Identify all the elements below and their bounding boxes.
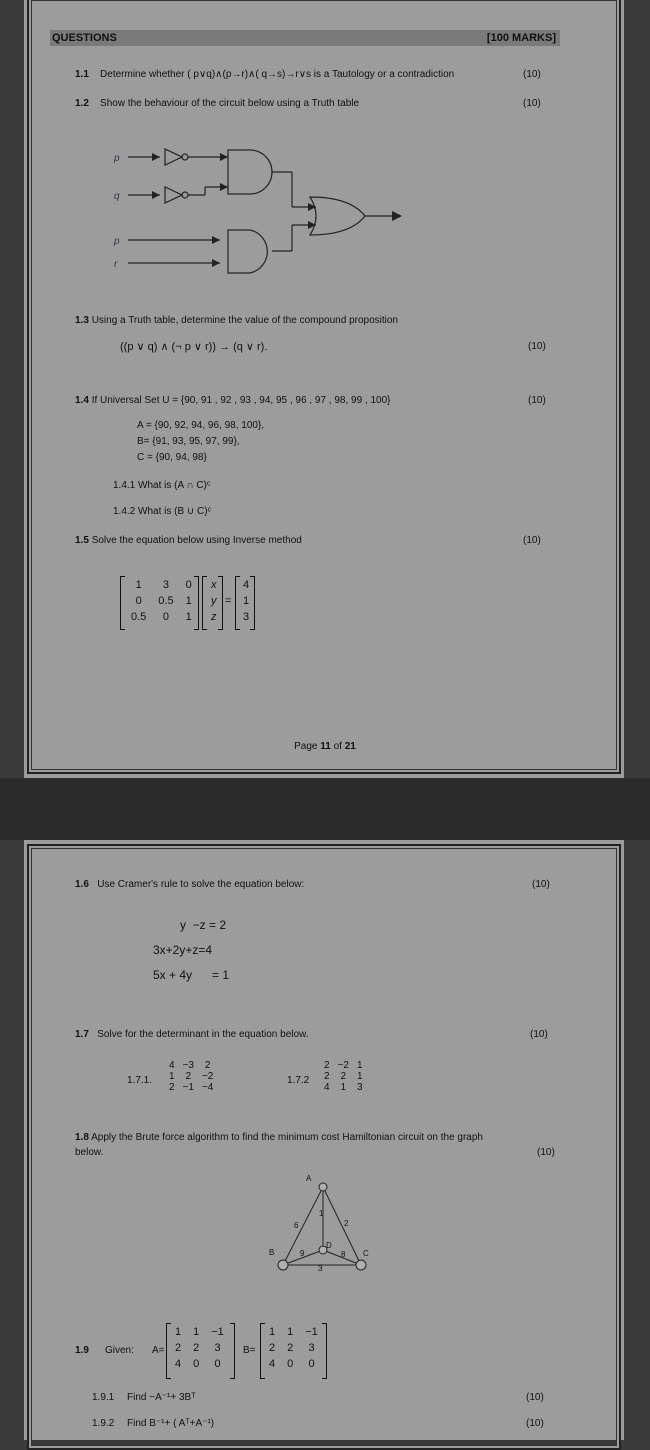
header-title: QUESTIONS <box>52 32 117 44</box>
matrix-cell: 1 <box>269 1326 276 1338</box>
question-1-4-1: 1.4.1 What is (A ∩ C)ᶜ <box>113 480 211 491</box>
header-marks: [100 MARKS] <box>486 32 556 44</box>
question-1-7-marks: (10) <box>530 1029 548 1040</box>
det-cell: 2 <box>204 1060 211 1071</box>
compound-proposition: ((p ∨ q) ∧ (¬ p ∨ r)) → (q ∨ r). <box>120 341 268 353</box>
edge-weight-cd: 8 <box>341 1250 346 1259</box>
question-1-6 <box>75 879 304 890</box>
edge-weight-ab: 6 <box>294 1221 299 1230</box>
matrix-cell: 3 <box>162 579 169 591</box>
vector-cell: 1 <box>243 595 250 607</box>
edge-weight-bc: 3 <box>318 1264 323 1273</box>
equation-1: y −z = 2 <box>180 918 227 932</box>
determinant-2-label: 1.7.2 <box>287 1075 310 1086</box>
question-1-2 <box>75 98 359 109</box>
matrix-cell: 2 <box>175 1342 182 1354</box>
given-label: Given: <box>105 1345 134 1356</box>
page-border <box>27 0 621 774</box>
question-text: Using a Truth table, determine the value of the compound proposition <box>91 315 398 326</box>
question-1-9-1: Find −A⁻¹+ 3Bᵀ <box>127 1392 196 1403</box>
page-of: of <box>330 741 345 752</box>
edge-weight-bd: 9 <box>300 1249 305 1258</box>
vertex-c <box>356 1260 366 1270</box>
matrix-cell: −1 <box>305 1326 318 1338</box>
equation-2: 3x+2y+z=4 <box>153 943 213 957</box>
matrix-cell: 4 <box>175 1358 182 1370</box>
circuit-input-label: p <box>114 153 120 164</box>
question-number: 1.6 <box>75 879 89 890</box>
det-cell: 4 <box>169 1060 175 1071</box>
det-cell: −2 <box>201 1071 214 1082</box>
page-prefix: Page <box>294 741 321 752</box>
det-cell: 2 <box>324 1071 330 1082</box>
page-total: 21 <box>344 741 356 752</box>
vector-cell: y <box>211 595 217 607</box>
matrix-cell: 4 <box>269 1358 276 1370</box>
question-1-5-marks: (10) <box>523 535 541 546</box>
set-a: A = {90, 92, 94, 96, 98, 100}, <box>137 420 265 431</box>
question-text: Determine whether ( p∨q)∧(p→r)∧( q→s)→r∨s is a Tautology or a contradiction <box>100 69 455 80</box>
matrix-cell: 0 <box>214 1358 221 1370</box>
bracket <box>230 1323 235 1379</box>
det-cell: 1 <box>356 1071 363 1082</box>
determinant-2 <box>320 1060 367 1093</box>
question-number: 1.2 <box>75 98 89 109</box>
matrix-cell: 2 <box>193 1342 200 1354</box>
question-1-4-2: 1.4.2 What is (B ∪ C)ᶜ <box>113 506 212 517</box>
bracket <box>194 576 199 630</box>
matrix-cell: 1 <box>193 1326 200 1338</box>
vector-cell: z <box>211 611 217 623</box>
matrix-cell: 0.5 <box>131 611 147 623</box>
edge-weight-ad: 1 <box>319 1209 324 1218</box>
page-separator <box>0 778 650 840</box>
matrix-cell: 1 <box>185 595 192 607</box>
question-1-9 <box>75 1345 89 1356</box>
bracket <box>322 1323 327 1379</box>
matrix-cell: 2 <box>287 1342 294 1354</box>
question-1-8-cont: below. <box>75 1147 104 1158</box>
question-1-8 <box>75 1132 483 1143</box>
set-c: C = {90, 94, 98} <box>137 452 207 463</box>
question-1-3 <box>75 315 398 326</box>
vector-cell: x <box>211 579 217 591</box>
matrix-equation <box>120 576 270 632</box>
question-text: Apply the Brute force algorithm to find the minimum cost Hamiltonian circuit on the graph <box>91 1132 483 1143</box>
det-cell: 2 <box>169 1082 175 1093</box>
matrix-cell: 0 <box>308 1358 315 1370</box>
question-1-2-marks: (10) <box>523 98 541 109</box>
question-1-8-marks: (10) <box>537 1147 555 1158</box>
det-cell: 4 <box>324 1082 330 1093</box>
questions-header <box>50 30 560 46</box>
question-text: Solve for the determinant in the equation below. <box>97 1029 309 1040</box>
question-number: 1.1 <box>75 69 89 80</box>
det-cell: 3 <box>356 1082 363 1093</box>
question-1-5 <box>75 535 302 546</box>
page-11 <box>24 0 624 778</box>
logic-circuit-diagram <box>110 145 410 275</box>
question-number: 1.4 <box>75 395 89 406</box>
det-cell: −1 <box>182 1082 194 1093</box>
matrix-b <box>262 1323 325 1373</box>
vertex-label-d: D <box>326 1241 332 1250</box>
circuit-input-label: r <box>114 259 118 270</box>
question-1-9-1-number: 1.9.1 <box>92 1392 115 1403</box>
question-1-9-2-number: 1.9.2 <box>92 1418 115 1429</box>
matrix-cell: 0 <box>162 611 169 623</box>
question-1-4-marks: (10) <box>528 395 546 406</box>
matrix-a-label: A= <box>152 1345 165 1356</box>
question-1-6-marks: (10) <box>532 879 550 890</box>
det-cell: −4 <box>201 1082 214 1093</box>
matrix-cell: 2 <box>269 1342 276 1354</box>
matrix-cell: 1 <box>175 1326 182 1338</box>
question-text: Use Cramer's rule to solve the equation below: <box>97 879 305 890</box>
question-1-3-marks: (10) <box>528 341 546 352</box>
det-cell: 2 <box>340 1071 347 1082</box>
matrix-cell: 0.5 <box>158 595 174 607</box>
vector-cell: 4 <box>243 579 250 591</box>
det-cell: 1 <box>356 1060 363 1071</box>
question-text: Show the behaviour of the circuit below using a Truth table <box>100 98 360 109</box>
det-cell: −2 <box>337 1060 349 1071</box>
matrix-a <box>168 1323 231 1373</box>
question-1-7 <box>75 1029 309 1040</box>
matrix-b-label: B= <box>243 1345 256 1356</box>
matrix-cell: 0 <box>135 595 142 607</box>
question-number: 1.7 <box>75 1029 89 1040</box>
vertex-label-c: C <box>363 1249 369 1258</box>
matrix-cell: 1 <box>135 579 142 591</box>
question-1-1-marks: (10) <box>523 69 541 80</box>
vertex-b <box>278 1260 288 1270</box>
graph-diagram <box>255 1170 385 1275</box>
question-text: Solve the equation below using Inverse method <box>91 535 302 546</box>
question-1-9-2: Find B⁻¹+ ( Aᵀ+A⁻¹) <box>127 1418 215 1429</box>
question-number: 1.3 <box>75 315 89 326</box>
bracket <box>250 576 255 630</box>
matrix-cell: 0 <box>287 1358 294 1370</box>
question-1-9-1-marks: (10) <box>526 1392 544 1403</box>
question-number: 1.8 <box>75 1132 89 1143</box>
vertex-label-a: A <box>306 1174 312 1183</box>
det-cell: 1 <box>169 1071 175 1082</box>
matrix-cell: 3 <box>308 1342 315 1354</box>
coefficient-matrix <box>124 576 199 626</box>
det-cell: 2 <box>185 1071 192 1082</box>
vertex-label-b: B <box>269 1248 275 1257</box>
page-footer <box>0 741 650 752</box>
question-number: 1.9 <box>75 1345 89 1356</box>
question-1-9-2-marks: (10) <box>526 1418 544 1429</box>
matrix-cell: 0 <box>193 1358 200 1370</box>
page-number: 11 <box>320 741 331 752</box>
vector-cell: 3 <box>243 611 250 623</box>
matrix-cell: 3 <box>214 1342 221 1354</box>
equation-3: 5x + 4y = 1 <box>153 968 230 982</box>
set-b: B= {91, 93, 95, 97, 99}, <box>137 436 240 447</box>
matrix-cell: 1 <box>185 611 192 623</box>
vertex-a <box>319 1183 327 1191</box>
det-cell: 2 <box>324 1060 330 1071</box>
question-text: If Universal Set U = {90, 91 , 92 , 93 , 94, 95 , 96 , 97 , 98, 99 , 100} <box>91 395 391 406</box>
det-cell: 1 <box>340 1082 347 1093</box>
circuit-input-label: p <box>114 236 120 247</box>
matrix-cell: 0 <box>185 579 192 591</box>
det-cell: −3 <box>182 1060 194 1071</box>
bracket <box>218 576 223 630</box>
edge-weight-ac: 2 <box>344 1219 349 1228</box>
matrix-cell: −1 <box>211 1326 224 1338</box>
question-number: 1.5 <box>75 535 89 546</box>
determinant-1 <box>165 1060 217 1093</box>
circuit-input-label: q <box>114 191 120 202</box>
equals-sign: = <box>225 595 232 607</box>
determinant-1-label: 1.7.1. <box>127 1075 153 1086</box>
question-1-4 <box>75 395 391 406</box>
question-1-1 <box>75 69 454 80</box>
matrix-cell: 1 <box>287 1326 294 1338</box>
